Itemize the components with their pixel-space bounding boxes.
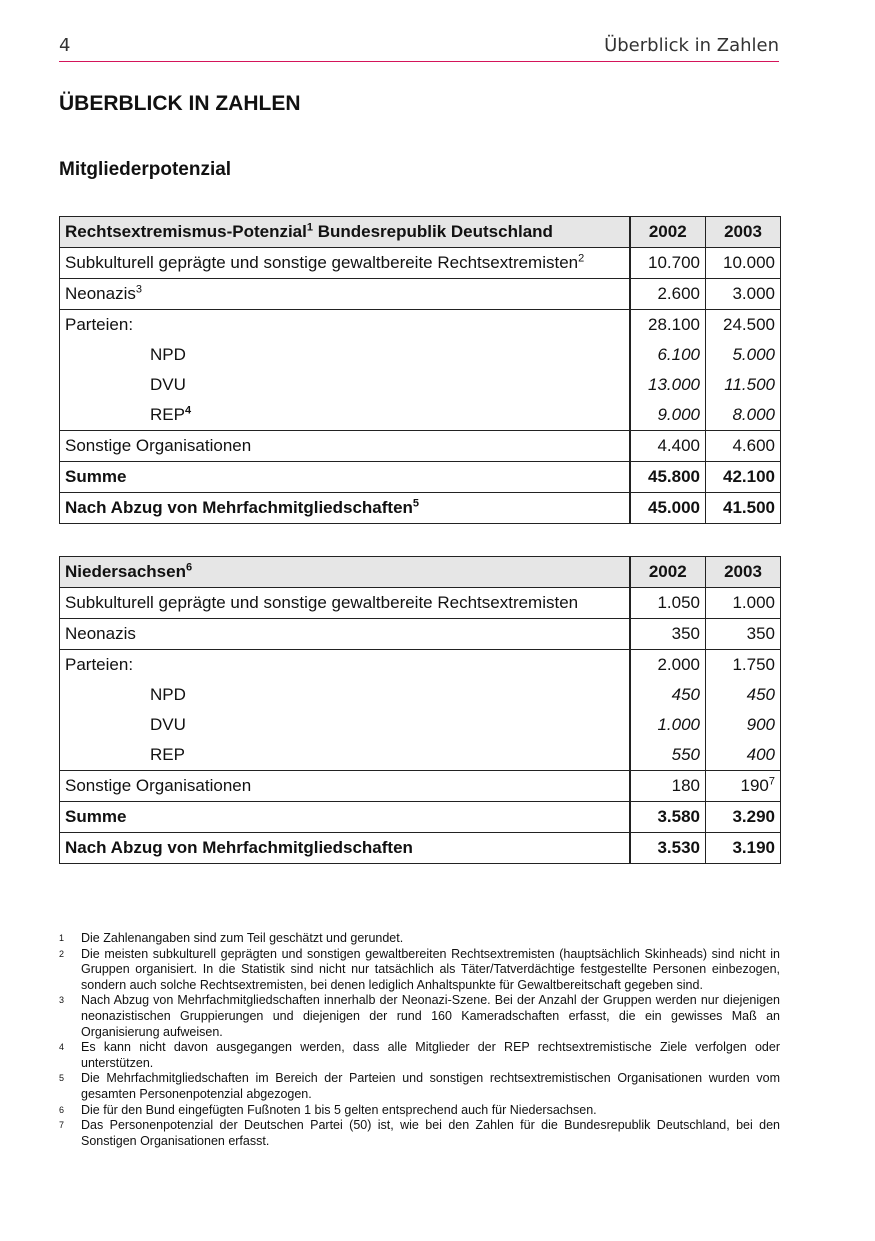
- cell-2002: 180: [630, 771, 706, 802]
- footnote-text: Die für den Bund eingefügten Fußnoten 1 bis 5 gelten entsprechend auch für Niedersachsen.: [81, 1102, 597, 1117]
- table-row-total: [60, 802, 781, 833]
- footnote: [59, 1103, 780, 1119]
- row-label: NPD: [150, 345, 186, 364]
- cell-2003: 11.500: [706, 370, 781, 400]
- footnote: [59, 993, 780, 1040]
- cell-2003: 24.500: [706, 310, 781, 341]
- row-label: Nach Abzug von Mehrfachmitgliedschaften: [60, 833, 630, 864]
- running-header: [59, 33, 779, 62]
- footnote-number: 2: [59, 948, 65, 959]
- footnote-number: 6: [59, 1104, 65, 1115]
- cell-2003: 5.000: [706, 340, 781, 370]
- footnote-number: 3: [59, 995, 65, 1006]
- table-niedersachsen: [59, 556, 781, 864]
- footnote: [59, 1071, 780, 1102]
- table-row: [60, 279, 781, 310]
- footnote: [59, 947, 780, 994]
- table-row: [60, 710, 781, 740]
- footnote: [59, 931, 780, 947]
- cell-2003: 41.500: [706, 493, 781, 524]
- cell-2003: 8.000: [706, 400, 781, 431]
- table-row: [60, 740, 781, 771]
- table-row: [60, 340, 781, 370]
- footnote: [59, 1118, 780, 1149]
- page-number: 4: [59, 35, 71, 56]
- cell-2002: 2.000: [630, 650, 706, 681]
- section-title: Mitgliederpotenzial: [59, 159, 232, 180]
- footnote: [59, 1040, 780, 1071]
- row-label: NPD: [150, 685, 186, 704]
- cell-2003: 3.000: [706, 279, 781, 310]
- page-title: ÜBERBLICK IN ZAHLEN: [59, 92, 301, 115]
- running-title: Überblick in Zahlen: [604, 35, 779, 56]
- cell-2002: 550: [630, 740, 706, 771]
- table-row-net: [60, 833, 781, 864]
- row-label: Subkulturell geprägte und sonstige gewaltbereite Rechtsextremisten: [60, 588, 630, 619]
- table-row-net: [60, 493, 781, 524]
- table-row: [60, 619, 781, 650]
- cell-2003: 400: [706, 740, 781, 771]
- cell-2003: 350: [706, 619, 781, 650]
- cell-2002: 3.530: [630, 833, 706, 864]
- table-heading: Rechtsextremismus-Potenzial$^1$ Bundesrepublik Deutschland: [60, 217, 630, 248]
- table-row: [60, 431, 781, 462]
- row-label: REP$^4$: [150, 404, 192, 424]
- cell-2003: 4.600: [706, 431, 781, 462]
- table-row: [60, 650, 781, 681]
- cell-2003: $190^7$: [706, 771, 781, 802]
- row-label: REP: [150, 745, 185, 764]
- row-label: Neonazis: [60, 619, 630, 650]
- footnote-number: 7: [59, 1120, 65, 1131]
- cell-2002: 28.100: [630, 310, 706, 341]
- row-label: DVU: [150, 375, 186, 394]
- footnote-number: 4: [59, 1042, 65, 1053]
- cell-2002: 3.580: [630, 802, 706, 833]
- table-row: [60, 771, 781, 802]
- cell-2002: 9.000: [630, 400, 706, 431]
- year-header: 2002: [630, 217, 706, 248]
- cell-2002: 10.700: [630, 248, 706, 279]
- cell-2003: 1.000: [706, 588, 781, 619]
- footnote-text: Die meisten subkulturell geprägten und sonstigen gewaltbereiten Rechtsextremisten (hauptsächlich Skinheads) sind nicht in Gruppen organisiert. In die Statistik sind nicht nur tatsächlich als Täter/Tatverdächtige festgestellte Personen einbezogen, sondern auch solche Rechtsextremisten, bei denen lediglich Anhaltspunkte für Gewaltbereitschaft gegeben sind.: [81, 946, 780, 992]
- cell-2002: 13.000: [630, 370, 706, 400]
- row-label: Sonstige Organisationen: [60, 771, 630, 802]
- table-bund: [59, 216, 781, 524]
- footnote-text: Die Mehrfachmitgliedschaften im Bereich der Parteien und sonstigen rechtsextremistischen Organisationen wurden vom gesamten Personenpotenzial abgezogen.: [81, 1071, 780, 1101]
- row-label: Summe: [60, 802, 630, 833]
- row-label: Neonazis$^3$: [60, 279, 630, 310]
- table-row-total: [60, 462, 781, 493]
- cell-2003: 3.290: [706, 802, 781, 833]
- footnote-text: Es kann nicht davon ausgegangen werden, dass alle Mitglieder der REP rechtsextremistische Ziele verfolgen oder unterstützen.: [81, 1040, 780, 1070]
- table-header-row: [60, 217, 781, 248]
- row-label: Summe: [60, 462, 630, 493]
- table-row: [60, 370, 781, 400]
- row-label: Subkulturell geprägte und sonstige gewaltbereite Rechtsextremisten$^2$: [60, 248, 630, 279]
- table-heading: Niedersachsen$^6$: [60, 557, 630, 588]
- cell-2003: 1.750: [706, 650, 781, 681]
- table-row: [60, 248, 781, 279]
- cell-2002: 1.050: [630, 588, 706, 619]
- cell-2002: 2.600: [630, 279, 706, 310]
- row-label: Parteien:: [60, 650, 630, 681]
- cell-2003: 42.100: [706, 462, 781, 493]
- table-row: [60, 310, 781, 341]
- cell-2003: 900: [706, 710, 781, 740]
- row-label: Nach Abzug von Mehrfachmitgliedschaften$^5$: [60, 493, 630, 524]
- cell-2002: 45.000: [630, 493, 706, 524]
- cell-2002: 45.800: [630, 462, 706, 493]
- cell-2002: 350: [630, 619, 706, 650]
- cell-2002: 1.000: [630, 710, 706, 740]
- table-row: [60, 588, 781, 619]
- year-header: 2003: [706, 217, 781, 248]
- footnote-text: Nach Abzug von Mehrfachmitgliedschaften innerhalb der Neonazi-Szene. Bei der Anzahl der Gruppen werden nur diejenigen neonazistischen Gruppierungen und diejenigen der rund 160 Kameradschaften erfasst, die ein gewisses Maß an Organisierung aufweisen.: [81, 993, 780, 1039]
- footnotes: [59, 931, 780, 1149]
- cell-2003: 3.190: [706, 833, 781, 864]
- table-row: [60, 680, 781, 710]
- footnote-text: Die Zahlenangaben sind zum Teil geschätzt und gerundet.: [81, 931, 404, 945]
- table-row: [60, 400, 781, 431]
- row-label: DVU: [150, 715, 186, 734]
- cell-2002: 4.400: [630, 431, 706, 462]
- year-header: 2003: [706, 557, 781, 588]
- footnote-text: Das Personenpotenzial der Deutschen Partei (50) ist, wie bei den Zahlen für die Bundesrepublik Deutschland, bei den Sonstigen Organisationen erfasst.: [81, 1118, 780, 1148]
- year-header: 2002: [630, 557, 706, 588]
- row-label: Parteien:: [60, 310, 630, 341]
- row-label: Sonstige Organisationen: [60, 431, 630, 462]
- cell-2003: 450: [706, 680, 781, 710]
- footnote-number: 5: [59, 1073, 65, 1084]
- cell-2002: 450: [630, 680, 706, 710]
- cell-2002: 6.100: [630, 340, 706, 370]
- cell-2003: 10.000: [706, 248, 781, 279]
- table-header-row: [60, 557, 781, 588]
- footnote-number: 1: [59, 933, 65, 943]
